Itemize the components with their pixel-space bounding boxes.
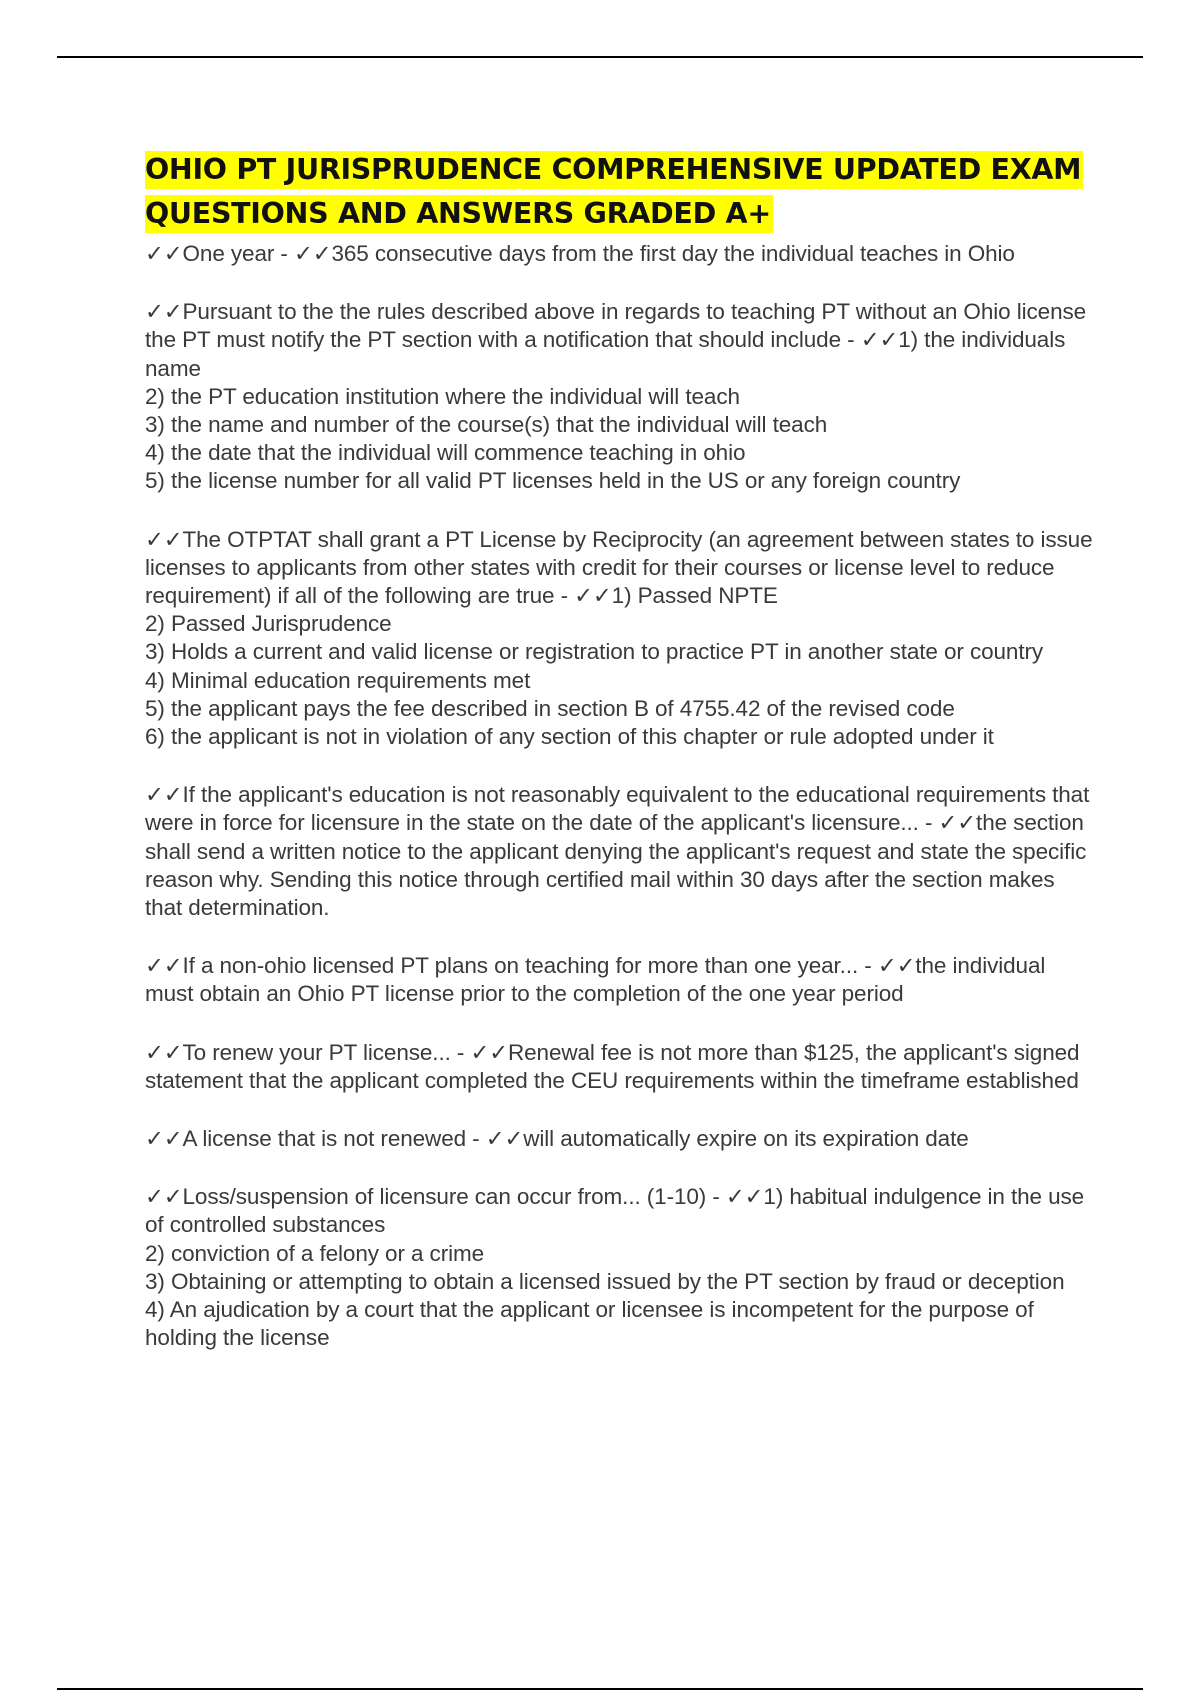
question-text: ✓✓If a non-ohio licensed PT plans on teaching for more than one year... -: [145, 953, 878, 979]
question-text: ✓✓Loss/suspension of licensure can occur from... (1-10) -: [145, 1184, 726, 1210]
qa-item: [145, 1125, 1095, 1153]
answer-text: ✓✓the individual must obtain an Ohio PT license prior to the completion of the one year period: [145, 953, 1046, 1007]
document-body: [145, 148, 1095, 1383]
qa-item: [145, 1039, 1095, 1095]
document-title: OHIO PT JURISPRUDENCE COMPREHENSIVE UPDATED EXAM QUESTIONS AND ANSWERS GRADED A+: [145, 148, 1095, 236]
answer-line: 2) the PT education institution where the individual will teach: [145, 383, 740, 409]
answer-text: ✓✓Renewal fee is not more than $125, the applicant's signed statement that the applicant completed the CEU requirements within the timeframe established: [145, 1039, 1080, 1093]
answer-line: ✓✓1) habitual indulgence in the use of controlled substances: [145, 1184, 1085, 1238]
question-text: ✓✓If the applicant's education is not reasonably equivalent to the educational requirements that were in force for licensure in the state on the date of the applicant's licensure... -: [145, 782, 1090, 836]
question-text: ✓✓The OTPTAT shall grant a PT License by Reciprocity (an agreement between states to issue licenses to applicants from other states with credit for their courses or license level to reduce requirement) if all of the following are true -: [145, 526, 1093, 609]
answer-line: 5) the license number for all valid PT licenses held in the US or any foreign country: [145, 468, 961, 494]
answer-line: 5) the applicant pays the fee described in section B of 4755.42 of the revised code: [145, 695, 955, 721]
qa-item: [145, 1183, 1095, 1352]
answer-line: ✓✓1) Passed NPTE: [574, 583, 778, 609]
answer-text: ✓✓365 consecutive days from the first day the individual teaches in Ohio: [293, 241, 1015, 266]
qa-item: [145, 240, 1095, 268]
header-rule: [57, 56, 1143, 58]
answer-line: 3) Holds a current and valid license or registration to practice PT in another state or country: [145, 639, 1044, 665]
qa-item: [145, 781, 1095, 922]
question-text: ✓✓To renew your PT license... -: [145, 1039, 471, 1065]
footer-rule: [57, 1688, 1143, 1690]
question-text: ✓✓A license that is not renewed -: [145, 1126, 486, 1152]
answer-line: 4) Minimal education requirements met: [145, 667, 531, 693]
answer-line: 3) the name and number of the course(s) that the individual will teach: [145, 412, 828, 438]
question-text: ✓✓One year -: [145, 241, 294, 266]
qa-item: [145, 952, 1095, 1008]
qa-item: [145, 526, 1095, 752]
qa-item: [145, 298, 1095, 495]
answer-text: ✓✓the section shall send a written notice to the applicant denying the applicant's request and state the specific reason why. Sending this notice through certified mail within 30 days after the section makes that determination.: [145, 810, 1087, 921]
answer-line: ✓✓1) the individuals name: [145, 327, 1066, 381]
answer-text: ✓✓will automatically expire on its expiration date: [485, 1126, 969, 1152]
question-text: ✓✓Pursuant to the the rules described above in regards to teaching PT without an Ohio license the PT must notify the PT section with a notification that should include -: [145, 299, 1087, 353]
answer-line: 6) the applicant is not in violation of any section of this chapter or rule adopted under it: [145, 724, 994, 750]
answer-line: 3) Obtaining or attempting to obtain a licensed issued by the PT section by fraud or deception: [145, 1268, 1065, 1294]
answer-line: 4) the date that the individual will commence teaching in ohio: [145, 440, 746, 466]
answer-line: 4) An ajudication by a court that the applicant or licensee is incompetent for the purpose of holding the license: [145, 1297, 1034, 1351]
answer-line: 2) Passed Jurisprudence: [145, 611, 392, 637]
answer-line: 2) conviction of a felony or a crime: [145, 1240, 485, 1266]
